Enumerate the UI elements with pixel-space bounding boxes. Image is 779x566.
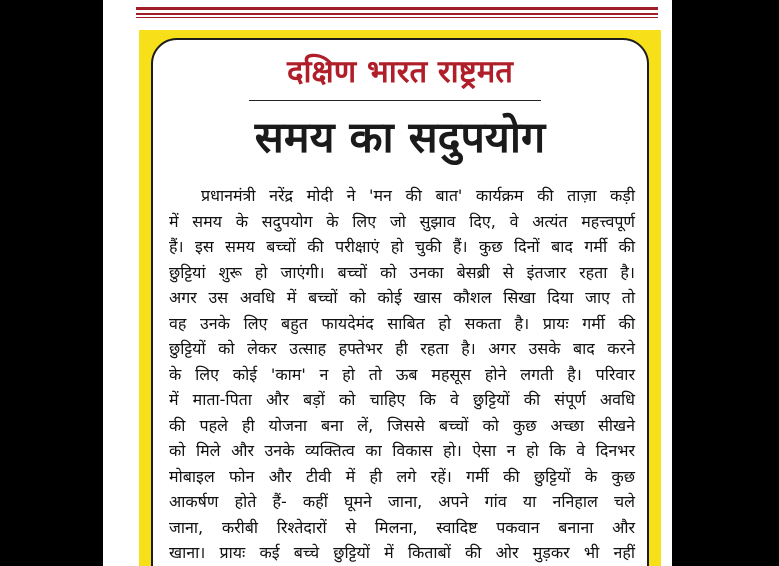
- top-rule-thin: [136, 17, 658, 18]
- editorial-frame: [139, 30, 661, 566]
- article-line: के लिए कोई 'काम' न हो तो ऊब महसूस होने लगती है। परिवार: [169, 364, 635, 384]
- top-rule-thick: [136, 7, 658, 10]
- article-line: आकर्षण होते हैं- कहीं घूमने जाना, अपने गांव या ननिहाल चले: [169, 492, 635, 511]
- masthead: दक्षिण भारत राष्ट्रमत: [287, 54, 513, 90]
- masthead-underline: [249, 100, 541, 101]
- top-rule-medium: [136, 13, 658, 15]
- article-line: खाना। प्रायः कई बच्चे छुट्टियों में किताबों की ओर मुड़कर भी नहीं: [169, 543, 635, 562]
- article-line: मोबाइल फोन और टीवी में ही लगे रहें। गर्मी की छुट्टियों के कुछ: [169, 466, 635, 486]
- article-line: में माता-पिता और बड़ों को चाहिए कि वे छुट्टियों की संपूर्ण अवधि: [169, 390, 635, 409]
- article-line: जाना, करीबी रिश्तेदारों से मिलना, स्वादिष्ट पकवान बनाना और: [169, 517, 635, 537]
- article-line: हैं। इस समय बच्चों की परीक्षाएं हो चुकी हैं। कुछ दिनों बाद गर्मी की: [169, 237, 635, 256]
- article-line: को मिले और उनके व्यक्तित्व का विकास हो। ऐसा न हो कि वे दिनभर: [169, 441, 635, 460]
- article-line: छुट्टियों को लेकर उत्साह हफ्तेभर ही रहता है। अगर उसके बाद करने: [169, 339, 635, 358]
- article-line: में समय के सदुपयोग के लिए जो सुझाव दिए, वे अत्यंत महत्त्वपूर्ण: [169, 211, 635, 231]
- editorial-card: [151, 38, 649, 566]
- article-line: छुट्टियां शुरू हो जाएंगी। बच्चों को उनका बेसब्री से इंतजार रहता है।: [169, 262, 635, 282]
- article-line: अगर उस अवधि में बच्चों को कोई खास कौशल सिखा दिया जाए तो: [169, 288, 635, 307]
- article-line: वह उनके लिए बहुत फायदेमंद साबित हो सकता है। प्रायः गर्मी की: [169, 313, 635, 333]
- article-body: [169, 183, 635, 566]
- newspaper-page: [103, 0, 672, 566]
- headline: समय का सदुपयोग: [254, 113, 546, 163]
- article-line: प्रधानमंत्री नरेंद्र मोदी ने 'मन की बात' कार्यक्रम की ताज़ा कड़ी: [201, 186, 635, 205]
- article-line: की पहले ही योजना बना लें, जिससे बच्चों को कुछ अच्छा सीखने: [169, 415, 635, 435]
